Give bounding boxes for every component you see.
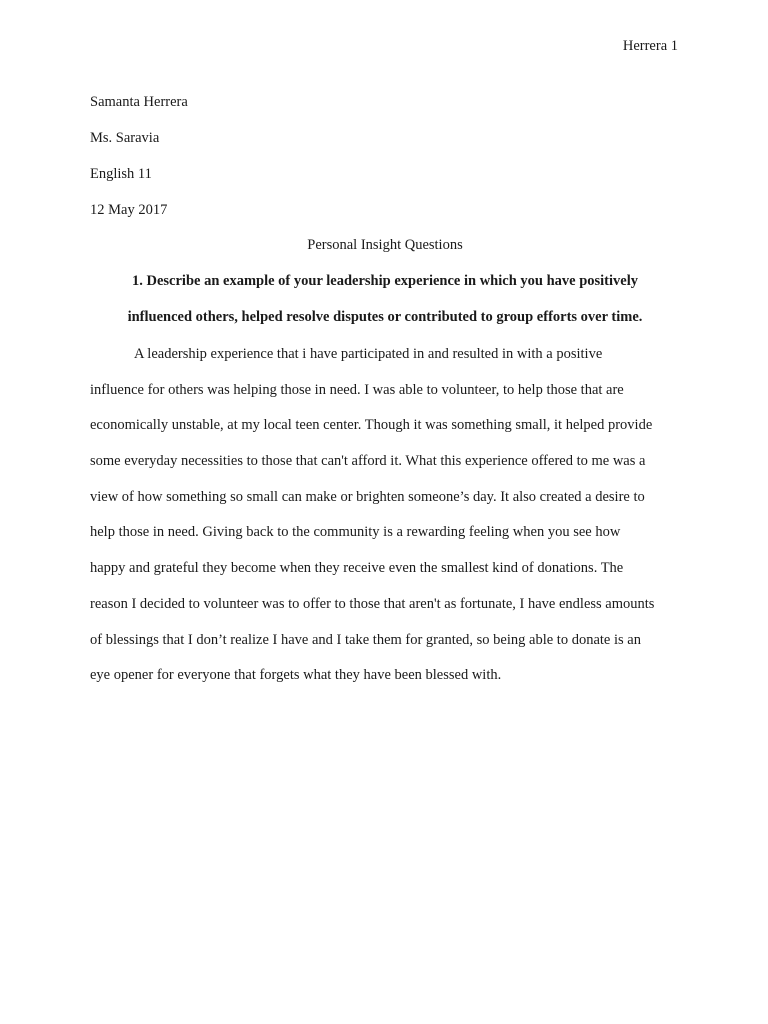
document-date: 12 May 2017 bbox=[90, 202, 168, 218]
paragraph-line: influence for others was helping those in need. I was able to volunteer, to help those that are bbox=[90, 381, 624, 398]
question-prompt bbox=[90, 271, 680, 342]
response-paragraph bbox=[90, 344, 690, 701]
paragraph-line: some everyday necessities to those that can't afford it. What this experience offered to me was a bbox=[90, 453, 646, 470]
question-line: influenced others, helped resolve disputes or contributed to group efforts over time. bbox=[127, 308, 643, 325]
paragraph-line: view of how something so small can make or brighten someone’s day. It also created a desire to bbox=[90, 488, 645, 505]
mla-heading bbox=[90, 92, 680, 236]
paragraph-line: A leadership experience that i have participated in and resulted in with a positive bbox=[134, 346, 603, 362]
paragraph-line: of blessings that I don’t realize I have and I take them for granted, so being able to donate is an bbox=[90, 631, 641, 648]
course-name: English 11 bbox=[90, 166, 152, 182]
running-header: Herrera 1 bbox=[622, 38, 678, 54]
paragraph-line: eye opener for everyone that forgets what they have been blessed with. bbox=[90, 667, 502, 684]
paragraph-line: economically unstable, at my local teen center. Though it was something small, it helped provide bbox=[90, 417, 653, 434]
paragraph-line: happy and grateful they become when they receive even the smallest kind of donations. The bbox=[90, 560, 624, 577]
document-title: Personal Insight Questions bbox=[307, 237, 463, 253]
question-line: 1. Describe an example of your leadership experience in which you have positively bbox=[132, 273, 638, 289]
paragraph-line: reason I decided to volunteer was to offer to those that aren't as fortunate, I have endless amounts bbox=[90, 595, 655, 612]
teacher-name: Ms. Saravia bbox=[90, 130, 160, 146]
student-name: Samanta Herrera bbox=[90, 94, 188, 110]
paragraph-line: help those in need. Giving back to the community is a rewarding feeling when you see how bbox=[90, 524, 621, 541]
